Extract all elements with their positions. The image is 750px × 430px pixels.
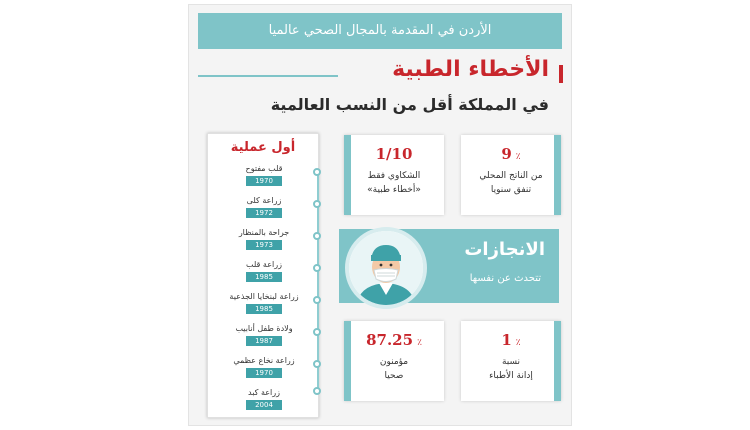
timeline-item-year: 2004 <box>246 400 282 410</box>
page-subtitle: في المملكة أقل من النسب العالمية <box>270 95 549 114</box>
doctor-illustration <box>349 231 423 305</box>
timeline-dot <box>313 168 321 176</box>
timeline-dot <box>313 264 321 272</box>
stat-line: إدانة الأطباء <box>489 371 533 381</box>
timeline-dot <box>313 387 321 395</box>
timeline-item-label: ولادة طفل أنابيب <box>235 324 293 333</box>
timeline-panel <box>207 133 319 418</box>
achievements-subtitle: تتحدث عن نفسها <box>469 273 541 284</box>
stat-value: 1/10 <box>375 145 413 163</box>
stat-card-accent <box>554 135 561 215</box>
timeline-heading: أول عملية <box>230 140 296 155</box>
stat-line: «أخطاء طبية» <box>367 185 421 195</box>
timeline-item <box>214 356 314 378</box>
percent-sign: ٪ <box>417 338 422 348</box>
timeline-dot <box>313 328 321 336</box>
achievements-title: الانجازات <box>464 239 545 260</box>
stat-line: تنفق سنويا <box>490 185 532 195</box>
timeline-item <box>214 228 314 250</box>
stat-card-accent <box>344 321 351 401</box>
timeline-item-label: زراعة كبد <box>248 388 280 397</box>
stat-card-accent <box>344 135 351 215</box>
timeline-item-label: زراعة نخاع عظمي <box>233 356 295 365</box>
timeline-item <box>214 292 314 314</box>
stat-card-gdp <box>461 135 561 215</box>
stat-value: 87.25 <box>366 331 414 349</box>
stat-value: 9 <box>501 145 512 163</box>
timeline-item-label: زراعة كلى <box>246 196 282 205</box>
stat-card-complaints <box>344 135 444 215</box>
stat-value-row <box>461 145 561 163</box>
percent-sign: ٪ <box>515 152 521 162</box>
timeline-dot <box>313 232 321 240</box>
timeline-item-year: 1973 <box>246 240 282 250</box>
stat-card-accent <box>554 321 561 401</box>
timeline-item-year: 1985 <box>246 272 282 282</box>
timeline-item <box>214 196 314 218</box>
infographic-card <box>188 4 572 426</box>
timeline-item-year: 1970 <box>246 368 282 378</box>
timeline-item <box>214 164 314 186</box>
stat-card-insured <box>344 321 444 401</box>
percent-sign: ٪ <box>515 338 521 348</box>
stat-line: الشكاوي فقط <box>367 171 421 181</box>
timeline-item-label: زراعة لبنخايا الجذعية <box>229 292 299 301</box>
timeline-item-label: قلب مفتوح <box>245 164 283 173</box>
timeline-item-year: 1987 <box>246 336 282 346</box>
stat-card-doctors <box>461 321 561 401</box>
stat-line: نسبة <box>501 357 521 367</box>
timeline-item-label: زراعة قلب <box>246 260 282 269</box>
stat-value-row <box>461 331 561 349</box>
divider-line <box>198 75 338 77</box>
title-accent-bar <box>559 65 563 83</box>
stat-value-row <box>344 331 444 349</box>
stat-line: صحيا <box>384 371 404 381</box>
page-title: الأخطاء الطبية <box>392 57 549 82</box>
timeline-dot <box>313 200 321 208</box>
timeline-item <box>214 260 314 282</box>
timeline-item <box>214 388 314 410</box>
stat-value: 1 <box>501 331 512 349</box>
timeline-item-year: 1970 <box>246 176 282 186</box>
doctor-avatar-icon <box>345 227 427 309</box>
timeline-dot <box>313 296 321 304</box>
stat-line: مؤمنون <box>379 357 409 367</box>
timeline-item-year: 1985 <box>246 304 282 314</box>
timeline-item <box>214 324 314 346</box>
header-banner: الأردن في المقدمة بالمجال الصحي عالميا <box>198 13 562 49</box>
timeline-item-year: 1972 <box>246 208 282 218</box>
stat-line: من الناتج المحلي <box>479 171 543 181</box>
timeline-item-label: جراحة بالمنظار <box>238 228 290 237</box>
timeline-dot <box>313 360 321 368</box>
